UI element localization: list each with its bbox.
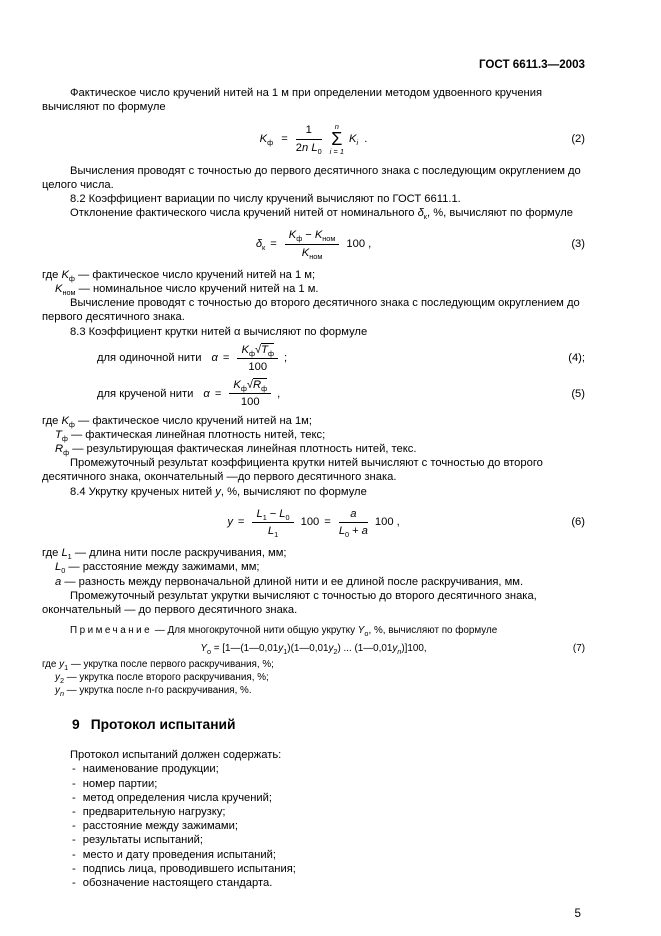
where-item: где $y_1$ — укрутка после первого раскручивания, %; — [42, 659, 274, 673]
para-8-2: 8.2 Коэффициент вариации по числу кручений вычисляют по ГОСТ 6611.1. — [70, 193, 461, 206]
formula-4-lhs: α = — [211, 352, 230, 365]
where-item: $y_n$ — укрутка после n-го раскручивания, %. — [55, 684, 252, 698]
where-item: где $K_ф$ — фактическое число кручений нитей на 1м; — [42, 414, 312, 429]
dash-marker: - — [72, 862, 76, 875]
fraction: $\frac{1}{2n L_0}$ — [295, 124, 322, 156]
sigma-symbol: Σ — [331, 128, 343, 149]
dash-marker: - — [72, 848, 76, 861]
page-number: 5 — [574, 907, 581, 921]
fraction: $\frac{K_ф√T_ф}{100}$ — [237, 343, 277, 374]
list-item: - результаты испытаний; — [72, 834, 203, 847]
note-paragraph: Примечание — Для многокруточной нити общую укрутку $Y_о$, %, вычисляют по формуле — [70, 625, 498, 639]
dash-marker: - — [72, 806, 76, 819]
formula-6-lhs: y = — [227, 516, 245, 529]
where-item: $L_0$ — расстояние между зажимами, мм; — [55, 561, 260, 576]
para-protocol-intro: Протокол испытаний должен содержать: — [70, 749, 282, 762]
fraction: $\frac{K_ф - K_{ном}}{K_{ном}}$ — [285, 228, 340, 259]
list-item: - обозначение настоящего стандарта. — [72, 877, 273, 890]
where-item: где $K_ф$ — фактическое число кручений нитей на 1 м; — [42, 268, 316, 284]
equation-number: (3) — [571, 238, 585, 251]
list-item: - подпись лица, проводившего испытания; — [72, 862, 296, 875]
formula-7 — [42, 643, 585, 656]
fraction: $\frac{L_1 - L_0}{L_1}$ — [252, 507, 293, 538]
where-item: $K_{ном}$ — номинальное число кручений нитей на 1 м. — [55, 283, 319, 298]
para-intermediate-1: Промежуточный результат коэффициента крутки нитей вычисляют с точностью до второго десятичного знака, окончательный —до первого десятичного знака. — [42, 457, 543, 484]
list-item: - наименование продукции; — [72, 763, 219, 776]
radical-symbol: √ — [254, 343, 262, 356]
list-item: - метод определения числа кручений; — [72, 791, 273, 804]
fraction: $\frac{K_ф√R_ф}{100}$ — [229, 378, 271, 409]
para-deviation: Отклонение фактического числа кручений нитей от номинального $\delta_к$, %, вычисляют по формуле — [70, 207, 573, 222]
formula-3: $\delta_к$ = $\frac{K_ф - K_{ном}}{K_{ном}}$ 100 , (3) — [255, 229, 585, 261]
formula-2 — [42, 123, 585, 156]
para-rounding-2: Вычисление проводят с точностью до второго десятичного знака с последующим округлением до первого десятичного знака. — [42, 297, 580, 324]
formula-5-lhs: α = — [203, 387, 222, 400]
formula-3-lhs: $\delta_к$ = — [255, 238, 277, 253]
equation-number: (4); — [568, 352, 585, 365]
equation-number: (5) — [571, 387, 585, 400]
formula-2-body: $K_ф$ = — [259, 133, 288, 148]
equation-number: (6) — [571, 516, 585, 529]
formula-7-body: $Y_о$ = [$1—(1—0,01y_1)(1—0,01y_2)$ ... $(1—0,01y_n)]100$, — [200, 642, 427, 656]
para-8-3: 8.3 Коэффициент крутки нитей α вычисляют по формуле — [70, 325, 368, 338]
dash-marker: - — [72, 777, 76, 790]
dash-marker: - — [72, 820, 76, 833]
equation-number: (2) — [571, 133, 585, 145]
formula-5: для крученой нити α = $\frac{K_ф√R_ф}{100}$ , (5) — [97, 379, 585, 409]
para-rounding-1: Вычисления проводят с точностью до первого десятичного знака с последующим округлением до целого числа. — [42, 164, 581, 191]
equation-number: (7) — [572, 642, 585, 654]
where-item: где $L_1$ — длина нити после раскручивания, мм; — [42, 547, 287, 562]
para-intermediate-2: Промежуточный результат укрутки вычисляют с точностью до второго десятичного знака, окончательный — до первого десятичного знака. — [42, 589, 537, 617]
list-item: - номер партии; — [72, 777, 158, 790]
list-item: - место и дату проведения испытаний; — [72, 848, 276, 861]
where-item: $T_ф$ — фактическая линейная плотность нитей, текс; — [55, 428, 326, 444]
dash-marker: - — [72, 791, 76, 804]
where-item: a — разность между первоначальной длиной нити и ее длиной после раскручивания, мм. — [55, 575, 524, 588]
where-item: $R_ф$ — результирующая фактическая линейная плотность нитей, текс. — [55, 443, 417, 458]
fraction: $\frac{a}{L_0 + a}$ — [338, 507, 368, 540]
section-9-heading: 9 Протокол испытаний — [72, 717, 236, 733]
formula-2-term: $K_i$ . — [349, 133, 368, 148]
dash-marker: - — [72, 763, 76, 776]
para-method: Фактическое число кручений нитей на 1 м при определении методом удвоенного кручения вычисляют по формуле — [42, 87, 543, 114]
formula-6: y = $\frac{L_1 - L_0}{L_1}$ 100 = $\frac{a}{L_0 + a}$ 100 , (6) — [227, 507, 585, 540]
doc-code: ГОСТ 6611.3—2003 — [478, 58, 585, 71]
radical-symbol: √ — [246, 379, 253, 392]
formula-4: для одиночной нити α = $\frac{K_ф√T_ф}{100}$ ; (4); — [97, 343, 585, 374]
list-item: - расстояние между зажимами; — [72, 820, 238, 833]
para-8-4: 8.4 Укрутку крученых нитей y, %, вычисляют по формуле — [70, 485, 367, 498]
where-item: $y_2$ — укрутка после второго раскручивания, %; — [55, 672, 269, 686]
list-item: - предварительную нагрузку; — [72, 806, 226, 819]
dash-marker: - — [72, 834, 76, 847]
dash-marker: - — [72, 877, 76, 890]
sum-operator: n Σ i = 1 — [329, 121, 345, 156]
